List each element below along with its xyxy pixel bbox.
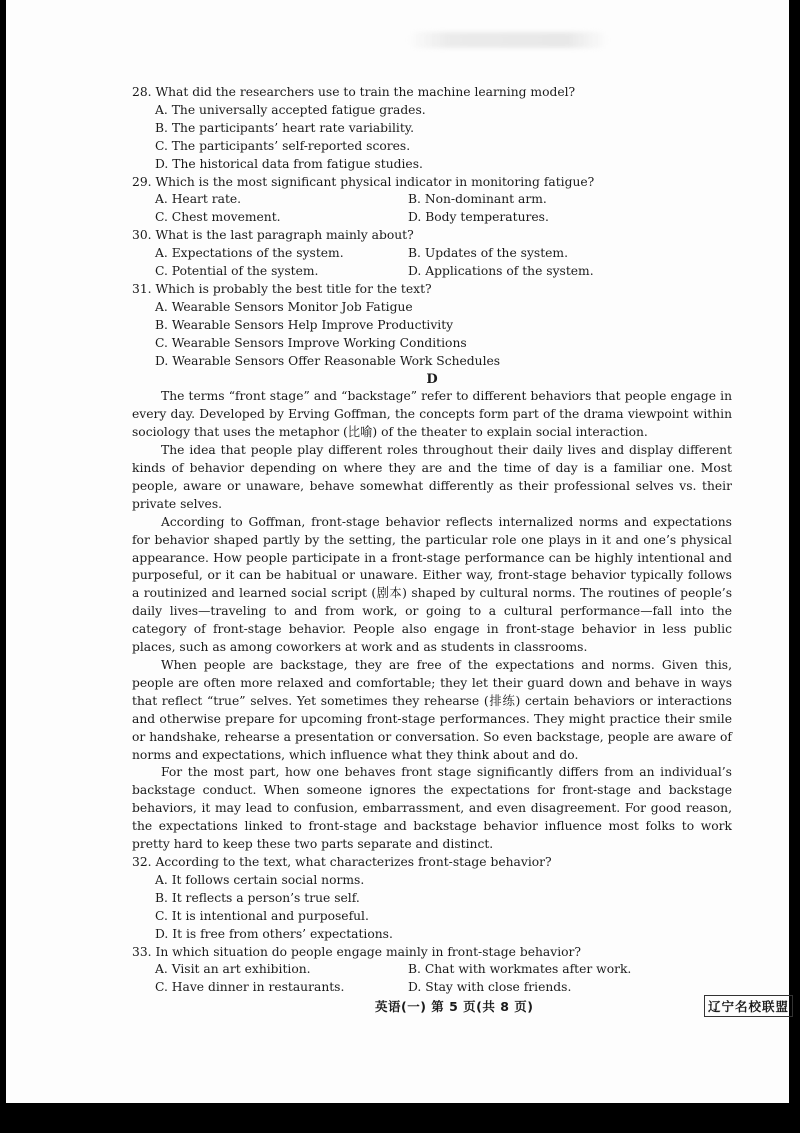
reading-passage <box>132 388 732 854</box>
option-b: B. Non-dominant arm. <box>408 192 547 207</box>
passage-paragraph: The terms “front stage” and “backstage” refer to different behaviors that people engage in every day. Developed by Erving Goffman, the concepts form part of the drama viewpoint within sociology that uses the metaphor (比喻) of the theater to explain social interaction. <box>132 389 732 440</box>
option-row <box>155 263 732 281</box>
option-a: A. Visit an art exhibition. <box>155 962 311 977</box>
page-footer <box>12 995 795 1019</box>
option-b: B. Updates of the system. <box>408 246 568 261</box>
passage-paragraph: According to Goffman, front-stage behavior reflects internalized norms and expectations for behavior shaped partly by the setting, the particular role one plays in it and one’s physical appearance. How people participate in a front-stage performance can be highly intentional and purposeful, or it can be habitual or unaware. Either way, front-stage behavior typically follows a routinized and learned social script (剧本) shaped by cultural norms. The routines of people’s daily lives—traveling to and from work, or going to a cultural performance—fall into the category of front-stage behavior. People also engage in front-stage behavior in less public places, such as among coworkers at work and as students in classrooms. <box>132 514 732 655</box>
option-c: C. Wearable Sensors Improve Working Conditions <box>155 335 467 350</box>
option-d: D. The historical data from fatigue studies. <box>155 156 423 171</box>
question-32 <box>132 854 732 944</box>
question-stem: 32. According to the text, what characterizes front-stage behavior? <box>132 854 552 869</box>
question-30 <box>132 227 732 281</box>
option-d: D. Stay with close friends. <box>408 980 572 995</box>
option-d: D. Applications of the system. <box>408 264 594 279</box>
scan-smudge <box>408 32 608 48</box>
question-31 <box>132 281 732 371</box>
passage-paragraph: The idea that people play different roles throughout their daily lives and display different kinds of behavior depending on where they are and the time of day is a familiar one. Most people, aware or unaware, behave somewhat differently as their professional selves vs. their private selves. <box>132 443 732 511</box>
page-number-info: 英语(一) 第 5 页(共 8 页) <box>375 999 534 1014</box>
option-row <box>155 245 732 263</box>
option-b: B. It reflects a person’s true self. <box>155 890 360 905</box>
option-c: C. It is intentional and purposeful. <box>155 908 369 923</box>
option-row <box>155 961 732 979</box>
section-heading: D <box>426 371 438 387</box>
option-c: C. Potential of the system. <box>155 264 319 279</box>
option-d: D. It is free from others’ expectations. <box>155 926 393 941</box>
question-28 <box>132 84 732 174</box>
option-row <box>155 209 732 227</box>
page-content <box>132 84 732 997</box>
option-c: C. Chest movement. <box>155 210 281 225</box>
option-row <box>155 191 732 209</box>
exam-page <box>6 0 789 1103</box>
option-d: D. Wearable Sensors Offer Reasonable Work Schedules <box>155 353 501 368</box>
passage-paragraph: When people are backstage, they are free of the expectations and norms. Given this, people are often more relaxed and comfortable; they let their guard down and behave in ways that reflect “true” selves. Yet sometimes they rehearse (排练) certain behaviors or interactions and otherwise prepare for upcoming front-stage performances. They might practice their smile or handshake, rehearse a presentation or conversation. So even backstage, people are aware of norms and expectations, which influence what they think about and do. <box>132 658 732 762</box>
option-a: A. Expectations of the system. <box>155 246 344 261</box>
league-stamp: 辽宁名校联盟 <box>704 995 793 1017</box>
option-b: B. Wearable Sensors Help Improve Productivity <box>155 317 454 332</box>
option-b: B. The participants’ heart rate variability. <box>155 120 414 135</box>
option-c: C. Have dinner in restaurants. <box>155 980 345 995</box>
question-stem: 31. Which is probably the best title for the text? <box>132 281 432 296</box>
option-c: C. The participants’ self-reported scores. <box>155 138 411 153</box>
question-33 <box>132 944 732 998</box>
question-stem: 30. What is the last paragraph mainly about? <box>132 228 414 243</box>
option-a: A. Wearable Sensors Monitor Job Fatigue <box>155 299 413 314</box>
question-stem: 28. What did the researchers use to train the machine learning model? <box>132 85 576 99</box>
passage-paragraph: For the most part, how one behaves front stage significantly differs from an individual’s backstage conduct. When someone ignores the expectations for front-stage and backstage behaviors, it may lead to confusion, embarrassment, and even disagreement. For good reason, the expectations linked to front-stage and backstage behavior influence most folks to work pretty hard to keep these two parts separate and distinct. <box>132 765 732 852</box>
option-a: A. The universally accepted fatigue grades. <box>155 102 426 117</box>
question-stem: 29. Which is the most significant physical indicator in monitoring fatigue? <box>132 174 595 189</box>
question-29 <box>132 174 732 228</box>
question-stem: 33. In which situation do people engage mainly in front-stage behavior? <box>132 944 582 959</box>
option-d: D. Body temperatures. <box>408 210 549 225</box>
option-b: B. Chat with workmates after work. <box>408 962 632 977</box>
option-a: A. It follows certain social norms. <box>155 872 365 887</box>
option-a: A. Heart rate. <box>155 192 242 207</box>
